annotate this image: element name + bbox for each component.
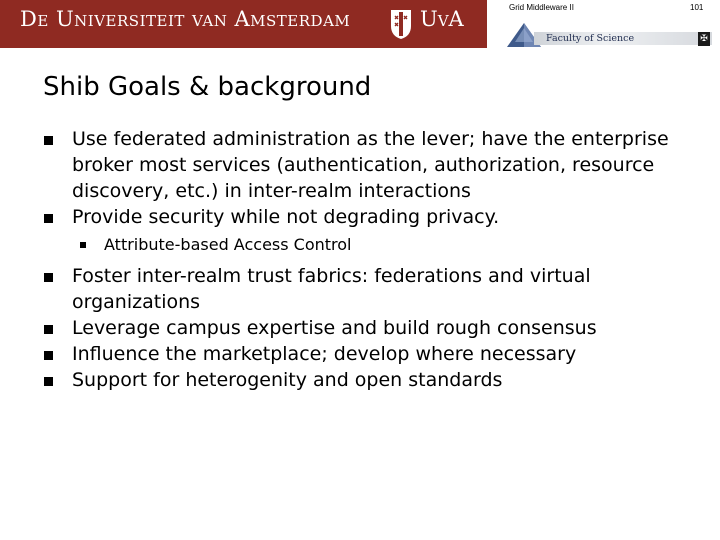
bullet-item [43,341,703,367]
bullet-marker [44,377,53,386]
uva-abbrev: UvA [420,7,464,31]
faculty-name: Faculty of Science [546,33,635,44]
bullet-marker [44,273,53,282]
bullet-text: Support for heterogenity and open standards [72,369,503,391]
faculty-crest-icon: ✠ [698,32,710,46]
bullet-marker [44,325,53,334]
bullet-text: Influence the marketplace; develop where necessary [72,343,577,365]
bullet-item [43,263,703,315]
course-title: Grid Middleware II [509,3,574,12]
faculty-logo [504,22,714,48]
sub-bullet-marker [80,242,86,248]
bullet-marker [44,351,53,360]
university-name: De Universiteit van Amsterdam [20,7,351,31]
crest-icon [389,8,413,40]
bullet-text: Foster inter-realm trust fabrics: federations and virtual organizations [72,265,591,313]
page-number: 101 [690,3,704,12]
bullet-item [43,204,703,257]
sub-bullet-item [72,233,703,257]
bullet-text: Use federated administration as the lever; have the enterprise broker most services (authentication, authorization, resource discovery, etc.) in inter-realm interactions [72,128,669,202]
slide-title: Shib Goals & background [43,72,372,102]
bullet-text: Provide security while not degrading privacy. [72,206,500,228]
bullet-marker [44,136,53,145]
bullet-list [43,126,703,393]
sub-bullet-list [72,233,703,257]
university-banner [0,0,487,48]
bullet-item [43,126,703,204]
bullet-marker [44,214,53,223]
bullet-item [43,315,703,341]
sub-bullet-text: Attribute-based Access Control [104,235,352,254]
bullet-text: Leverage campus expertise and build rough consensus [72,317,597,339]
bullet-item [43,367,703,393]
